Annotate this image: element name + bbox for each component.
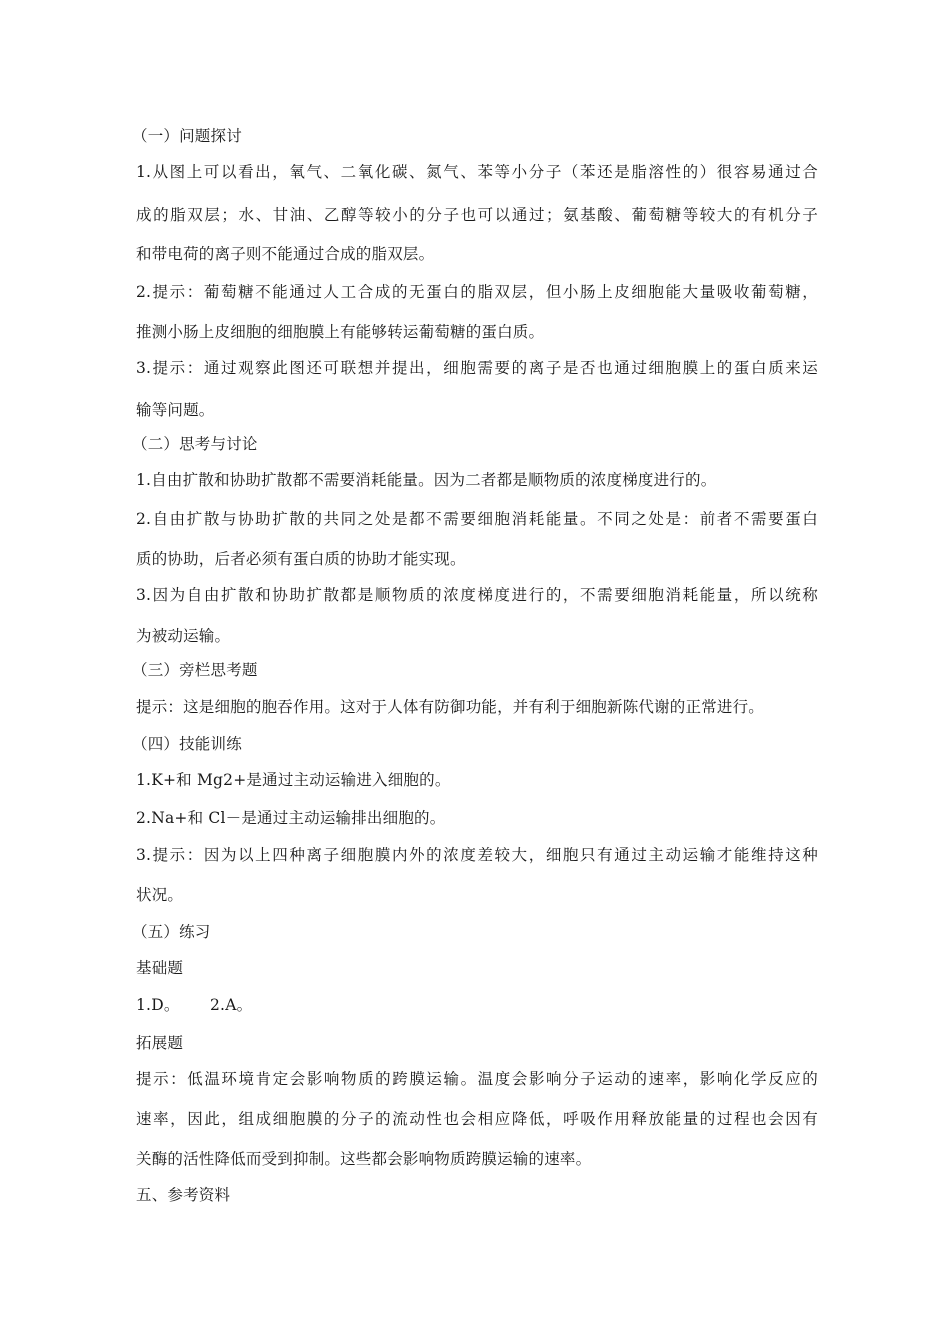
paragraph-line: 2.自由扩散与协助扩散的共同之处是都不需要细胞消耗能量。不同之处是：前者不需要蛋白 <box>136 510 818 528</box>
section-heading-sidebar-questions: （三）旁栏思考题 <box>132 661 258 679</box>
paragraph-line: 推测小肠上皮细胞的细胞膜上有能够转运葡萄糖的蛋白质。 <box>136 323 545 341</box>
answer-line <box>136 995 252 1015</box>
section-heading-skill-training: （四）技能训练 <box>132 735 242 753</box>
paragraph-line: 1.自由扩散和协助扩散都不需要消耗能量。因为二者都是顺物质的浓度梯度进行的。 <box>136 471 717 489</box>
paragraph-line: 1.从图上可以看出，氧气、二氧化碳、氮气、苯等小分子（苯还是脂溶性的）很容易通过合 <box>136 163 818 181</box>
paragraph-line: 3.提示：通过观察此图还可联想并提出，细胞需要的离子是否也通过细胞膜上的蛋白质来运 <box>136 359 818 377</box>
paragraph-line: 速率，因此，组成细胞膜的分子的流动性也会相应降低，呼吸作用释放能量的过程也会因有 <box>136 1110 818 1128</box>
paragraph-line: 成的脂双层；水、甘油、乙醇等较小的分子也可以通过；氨基酸、葡萄糖等较大的有机分子 <box>136 206 818 224</box>
paragraph-line: 质的协助，后者必须有蛋白质的协助才能实现。 <box>136 550 466 568</box>
paragraph-line: 关酶的活性降低而受到抑制。这些都会影响物质跨膜运输的速率。 <box>136 1150 592 1168</box>
paragraph-line: 2.提示：葡萄糖不能通过人工合成的无蛋白的脂双层，但小肠上皮细胞能大量吸收葡萄糖， <box>136 283 818 301</box>
paragraph-line: 提示：这是细胞的胞吞作用。这对于人体有防御功能，并有利于细胞新陈代谢的正常进行。 <box>136 698 765 716</box>
paragraph-line: 2.Na+和 Cl－是通过主动运输排出细胞的。 <box>136 809 446 827</box>
subheading-extension-questions: 拓展题 <box>136 1034 184 1052</box>
paragraph-line: 为被动运输。 <box>136 627 231 645</box>
paragraph-line: 输等问题。 <box>136 401 215 419</box>
section-heading-exercises: （五）练习 <box>132 923 211 941</box>
paragraph-line: 3.提示：因为以上四种离子细胞膜内外的浓度差较大，细胞只有通过主动运输才能维持这种 <box>136 846 818 864</box>
section-heading-thinking-discussion: （二）思考与讨论 <box>132 435 258 453</box>
section-heading-problem-discussion: （一）问题探讨 <box>132 127 242 145</box>
subheading-basic-questions: 基础题 <box>136 959 184 977</box>
paragraph-line: 提示：低温环境肯定会影响物质的跨膜运输。温度会影响分子运动的速率，影响化学反应的 <box>136 1070 818 1088</box>
section-heading-references: 五、参考资料 <box>136 1186 231 1204</box>
paragraph-line: 和带电荷的离子则不能通过合成的脂双层。 <box>136 245 435 263</box>
paragraph-line: 1.K+和 Mg2+是通过主动运输进入细胞的。 <box>136 771 451 789</box>
paragraph-line: 3.因为自由扩散和协助扩散都是顺物质的浓度梯度进行的，不需要细胞消耗能量，所以统称 <box>136 586 818 604</box>
answer-2: 2.A。 <box>210 996 253 1014</box>
paragraph-line: 状况。 <box>136 886 184 904</box>
answer-1: 1.D。 <box>136 996 180 1014</box>
